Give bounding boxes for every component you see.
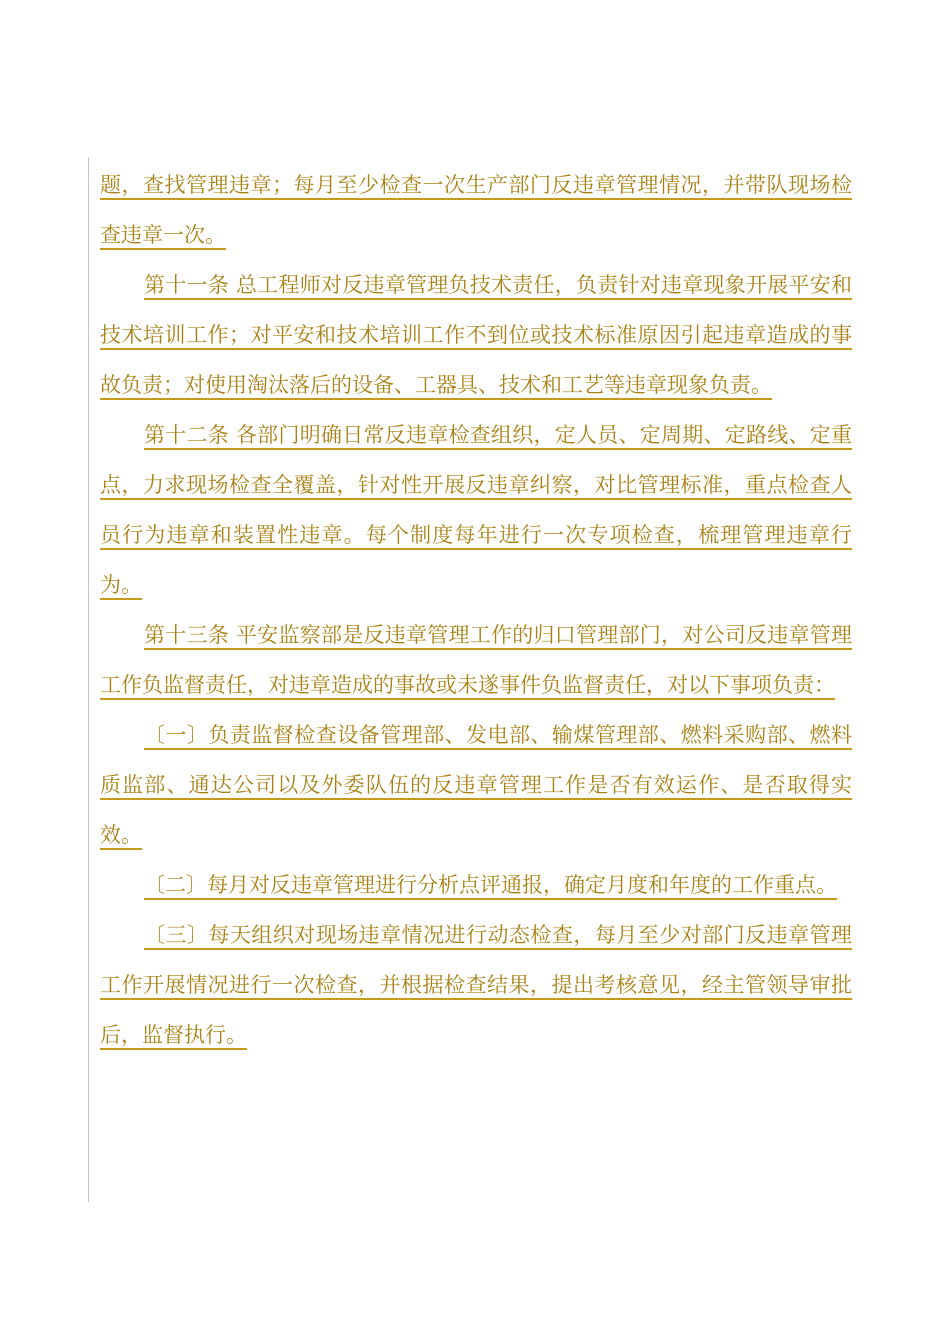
paragraph-continuation	[100, 160, 852, 260]
paragraph-article-12	[100, 410, 852, 610]
document-body	[100, 160, 852, 1060]
paragraph-item-2	[100, 860, 852, 910]
paragraph-article-11	[100, 260, 852, 410]
paragraph-item-3	[100, 910, 852, 1060]
paragraph-text: 〔一〕负责监督检查设备管理部、发电部、输煤管理部、燃料采购部、燃料质监部、通达公司以及外委队伍的反违章管理工作是否有效运作、是否取得实效。	[100, 723, 852, 847]
paragraph-text: 〔二〕每月对反违章管理进行分析点评通报，确定月度和年度的工作重点。	[144, 873, 837, 897]
paragraph-text: 第十二条 各部门明确日常反违章检查组织，定人员、定周期、定路线、定重点，力求现场检查全覆盖，针对性开展反违章纠察，对比管理标准，重点检查人员行为违章和装置性违章。每个制度每年进行一次专项检查，梳理管理违章行为。	[100, 423, 852, 597]
paragraph-item-1	[100, 710, 852, 860]
paragraph-text: 第十三条 平安监察部是反违章管理工作的归口管理部门，对公司反违章管理工作负监督责任，对违章造成的事故或未遂事件负监督责任，对以下事项负责：	[100, 623, 852, 697]
paragraph-text: 题，查找管理违章；每月至少检查一次生产部门反违章管理情况，并带队现场检查违章一次。	[100, 173, 852, 247]
paragraph-article-13	[100, 610, 852, 710]
paragraph-text: 〔三〕每天组织对现场违章情况进行动态检查，每月至少对部门反违章管理工作开展情况进行一次检查，并根据检查结果，提出考核意见，经主管领导审批后，监督执行。	[100, 923, 852, 1047]
paragraph-text: 第十一条 总工程师对反违章管理负技术责任，负责针对违章现象开展平安和技术培训工作；对平安和技术培训工作不到位或技术标准原因引起违章造成的事故负责；对使用淘汰落后的设备、工器具、技术和工艺等违章现象负责。	[100, 273, 852, 397]
page-margin-line	[88, 157, 89, 1202]
